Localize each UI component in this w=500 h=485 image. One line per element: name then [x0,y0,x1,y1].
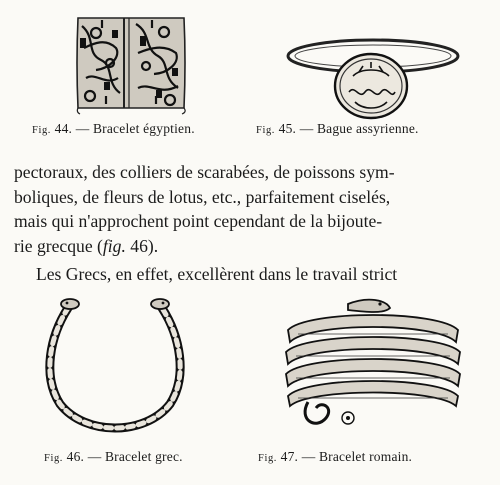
roman-bracelet-engraving [268,290,478,440]
egyptian-bracelet-engraving [66,8,196,118]
figure-caption-45: Fig. 45. — Bague assyrienne. [256,121,419,136]
greek-bracelet-engraving [30,296,200,446]
body-paragraph-1: pectoraux, des colliers de scarabées, de poissons sym- boliques, de fleurs de lotus, etc., parfaitement ciselés, mais qui n'approchent point cependant de la bijoute- rie grecque (fig. 46). [14,160,486,258]
figure-reference: fig. [102,235,126,256]
figure-caption-44: Fig. 44. — Bracelet égyptien. [32,121,195,136]
body-line-with-figure-ref: rie grecque (fig. 46). [14,235,159,256]
assyrian-ring-engraving [283,30,463,122]
figure-caption-47: Fig. 47. — Bracelet romain. [258,449,413,464]
body-paragraph-2: Les Grecs, en effet, excellèrent dans le travail strict [36,264,398,284]
figure-caption-46: Fig. 46. — Bracelet grec. [44,449,183,464]
